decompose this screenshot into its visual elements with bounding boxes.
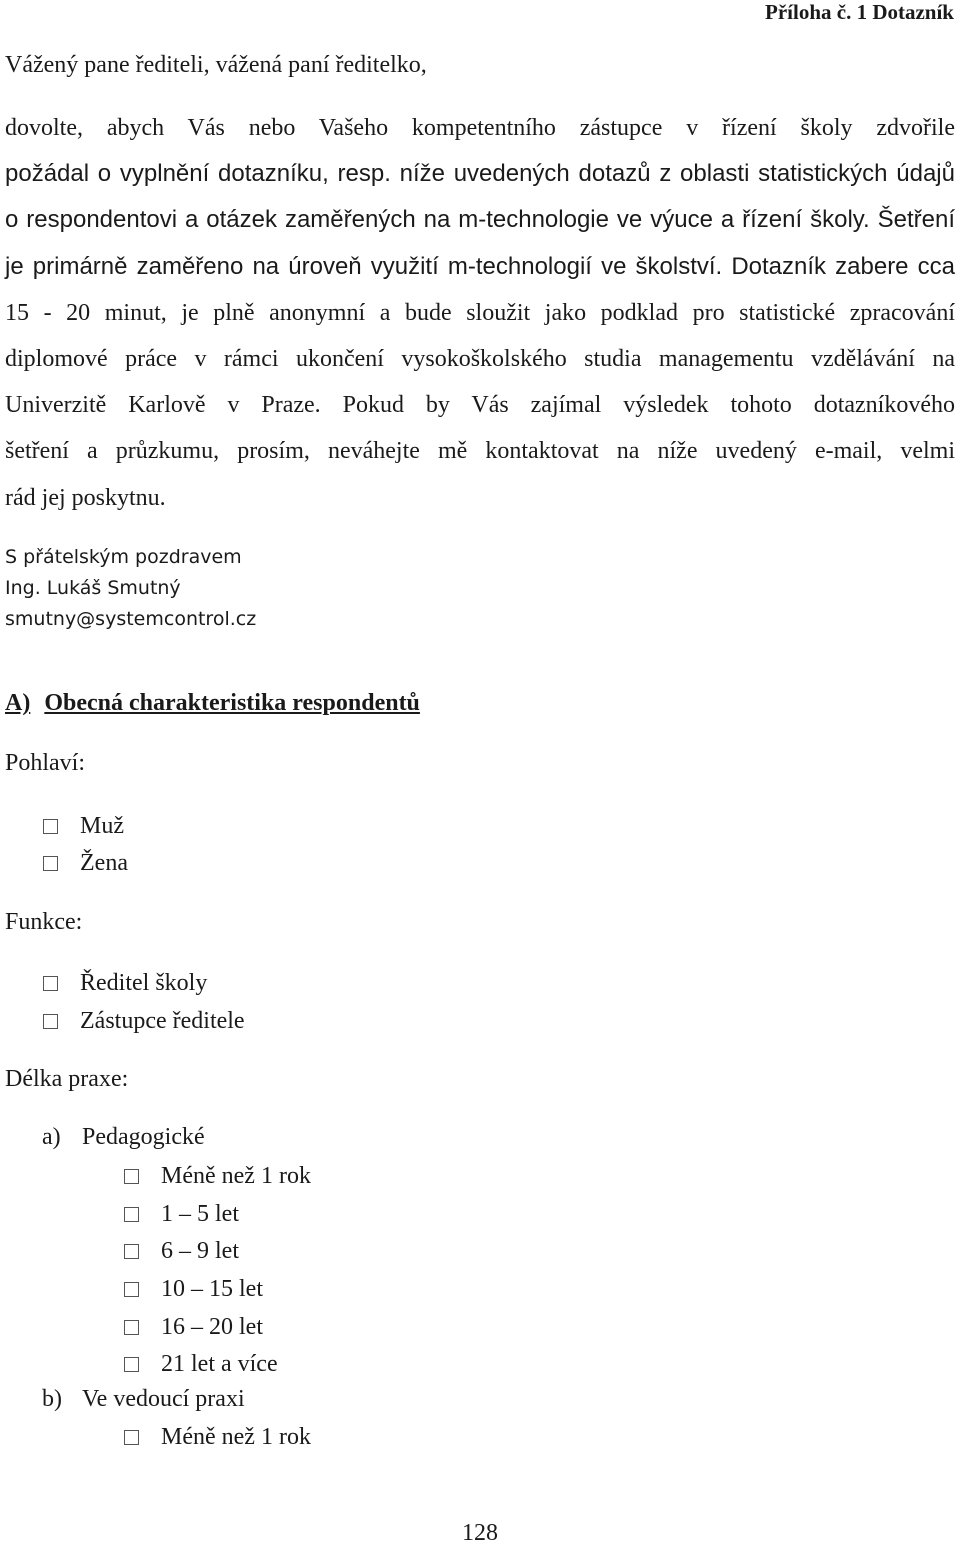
option-label: Méně než 1 rok [161,1163,311,1189]
checkbox-icon[interactable] [124,1357,139,1372]
intro-line: šetření a průzkumu, prosím, neváhejte mě kontaktovat na níže uvedený e-mail, velmi [5,438,955,465]
practice-a-option[interactable] [124,1238,239,1265]
intro-line: 15 - 20 minut, je plně anonymní a bude sloužit jako podklad pro statistické zpracování [5,299,955,326]
practice-a-option[interactable] [124,1201,239,1228]
checkbox-icon[interactable] [124,1169,139,1184]
option-label: Zástupce ředitele [80,1008,245,1034]
option-label: 10 – 15 let [161,1276,263,1302]
checkbox-icon[interactable] [43,976,58,991]
practice-a-option[interactable] [124,1314,263,1341]
gender-label: Pohlaví: [5,750,86,776]
practice-b-heading [42,1386,245,1413]
practice-a-option[interactable] [124,1276,263,1303]
signature-name: Ing. Lukáš Smutný [5,577,181,599]
signature-email[interactable]: smutny@systemcontrol.cz [5,608,257,630]
option-label: 16 – 20 let [161,1314,263,1340]
section-letter: A) [5,690,31,716]
practice-b-label: Ve vedoucí praxi [82,1386,245,1412]
intro-line: je primárně zaměřeno na úroveň využití m-technologií ve školství. Dotazník zabere cca [5,252,955,280]
intro-line: dovolte, abych Vás nebo Vašeho kompetentního zástupce v řízení školy zdvořile [5,115,955,141]
greeting: Vážený pane řediteli, vážená paní ředitelko, [5,52,427,78]
role-option-director[interactable] [43,970,207,997]
practice-a-heading [42,1124,205,1151]
intro-line: diplomové práce v rámci ukončení vysokoškolského studia managementu vzdělávání na [5,345,955,372]
option-label: Méně než 1 rok [161,1424,311,1450]
page-number: 128 [462,1520,498,1546]
checkbox-icon[interactable] [124,1282,139,1297]
option-label: 21 let a více [161,1351,278,1377]
checkbox-icon[interactable] [43,856,58,871]
signature-block [5,542,256,635]
intro-line: rád jej poskytnu. [5,484,166,511]
checkbox-icon[interactable] [124,1244,139,1259]
practice-b-option[interactable] [124,1424,311,1451]
intro-line: Univerzitě Karlově v Praze. Pokud by Vás zajímal výsledek tohoto dotazníkového [5,392,955,419]
role-label: Funkce: [5,909,83,935]
list-marker: b) [42,1386,62,1412]
checkbox-icon[interactable] [43,1014,58,1029]
option-label: Ředitel školy [80,970,208,996]
intro-line: o respondentovi a otázek zaměřených na m-technologie ve výuce a řízení školy. Šetření [5,206,955,234]
checkbox-icon[interactable] [124,1320,139,1335]
checkbox-icon[interactable] [43,819,58,834]
intro-line: požádal o vyplnění dotazníku, resp. níže uvedených dotazů z oblasti statistických údajů [5,160,955,188]
checkbox-icon[interactable] [124,1207,139,1222]
role-option-deputy[interactable] [43,1008,245,1035]
appendix-header: Příloha č. 1 Dotazník [765,0,954,24]
gender-option-female[interactable] [43,850,128,877]
section-title: Obecná charakteristika respondentů [44,690,420,716]
list-marker: a) [42,1124,61,1150]
option-label: Žena [80,850,128,876]
practice-a-option[interactable] [124,1163,311,1190]
intro-paragraph [5,105,955,521]
option-label: Muž [80,813,124,839]
checkbox-icon[interactable] [124,1430,139,1445]
section-heading [5,690,420,717]
practice-a-label: Pedagogické [82,1124,205,1150]
option-label: 1 – 5 let [161,1201,239,1227]
option-label: 6 – 9 let [161,1238,239,1264]
practice-label: Délka praxe: [5,1066,129,1092]
signature-closing: S přátelským pozdravem [5,546,242,568]
gender-option-male[interactable] [43,813,124,840]
practice-a-option[interactable] [124,1351,278,1378]
